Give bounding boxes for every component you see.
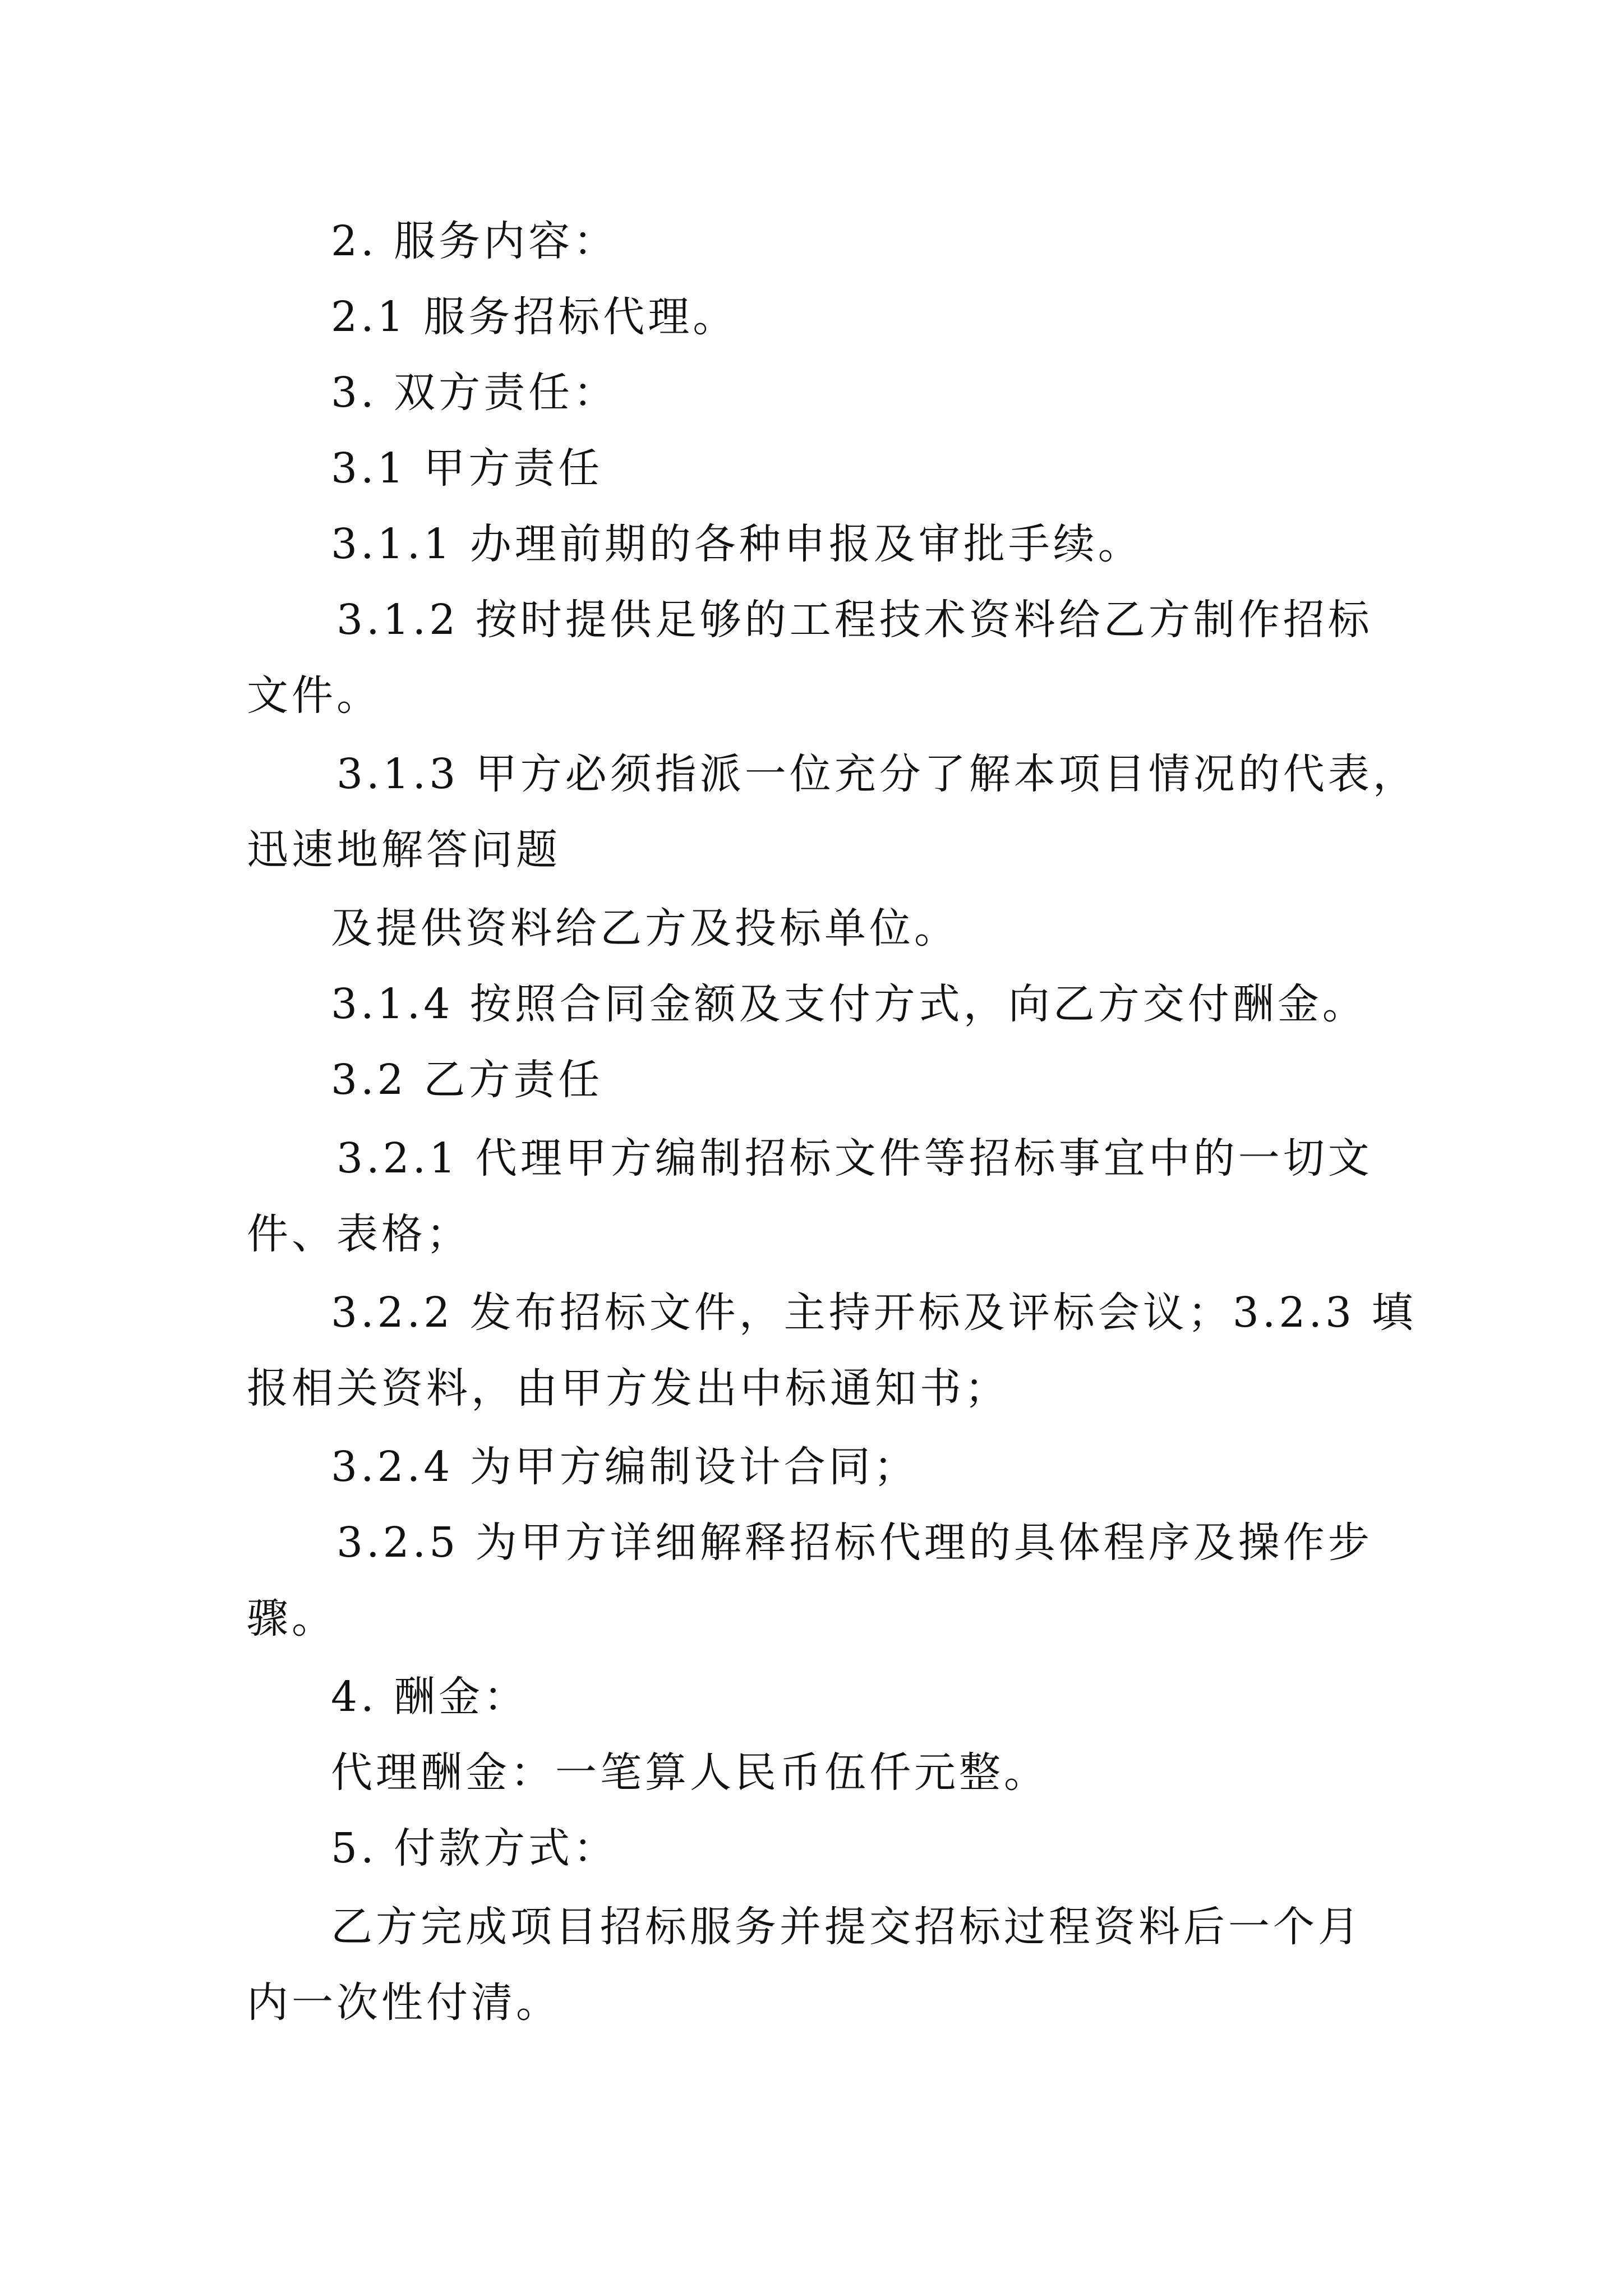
text-line: 2.1 服务招标代理。 (331, 293, 738, 341)
text-line: 3.1.4 按照合同金额及支付方式，向乙方交付酬金。 (331, 980, 1367, 1028)
text-line: 3.2.5 为甲方详细解释招标代理的具体程序及操作步 (336, 1519, 1373, 1567)
text-line: 3.1.1 办理前期的各种申报及审批手续。 (331, 520, 1143, 568)
text-line: 内一次性付清。 (247, 1978, 561, 2027)
text-line: 3.1.3 甲方必须指派一位充分了解本项目情况的代表， (336, 750, 1418, 798)
text-line: 报相关资料，由甲方发出中标通知书； (247, 1364, 1009, 1412)
text-line: 3.1.2 按时提供足够的工程技术资料给乙方制作招标 (336, 596, 1373, 644)
text-line: 2. 服务内容： (331, 217, 619, 265)
text-line: 文件。 (247, 671, 381, 720)
text-line: 3.2.1 代理甲方编制招标文件等招标事宜中的一切文 (336, 1134, 1373, 1182)
text-line: 代理酬金：一笔算人民币伍仟元整。 (331, 1749, 1049, 1797)
text-line: 3.2.4 为甲方编制设计合同； (331, 1443, 919, 1491)
text-line: 5. 付款方式： (331, 1824, 619, 1872)
text-line: 骤。 (247, 1594, 336, 1642)
text-line: 3.1 甲方责任 (331, 444, 603, 493)
text-line: 3.2 乙方责任 (331, 1056, 603, 1104)
text-line: 迅速地解答问题 (247, 826, 561, 874)
text-line: 3. 双方责任： (331, 369, 619, 417)
text-line: 乙方完成项目招标服务并提交招标过程资料后一个月 (331, 1903, 1363, 1951)
text-line: 件、表格； (247, 1210, 471, 1258)
text-line: 4. 酬金： (331, 1673, 529, 1721)
text-line: 及提供资料给乙方及投标单位。 (331, 904, 959, 953)
text-line: 3.2.2 发布招标文件，主持开标及评标会议；3.2.3 填 (331, 1289, 1417, 1337)
